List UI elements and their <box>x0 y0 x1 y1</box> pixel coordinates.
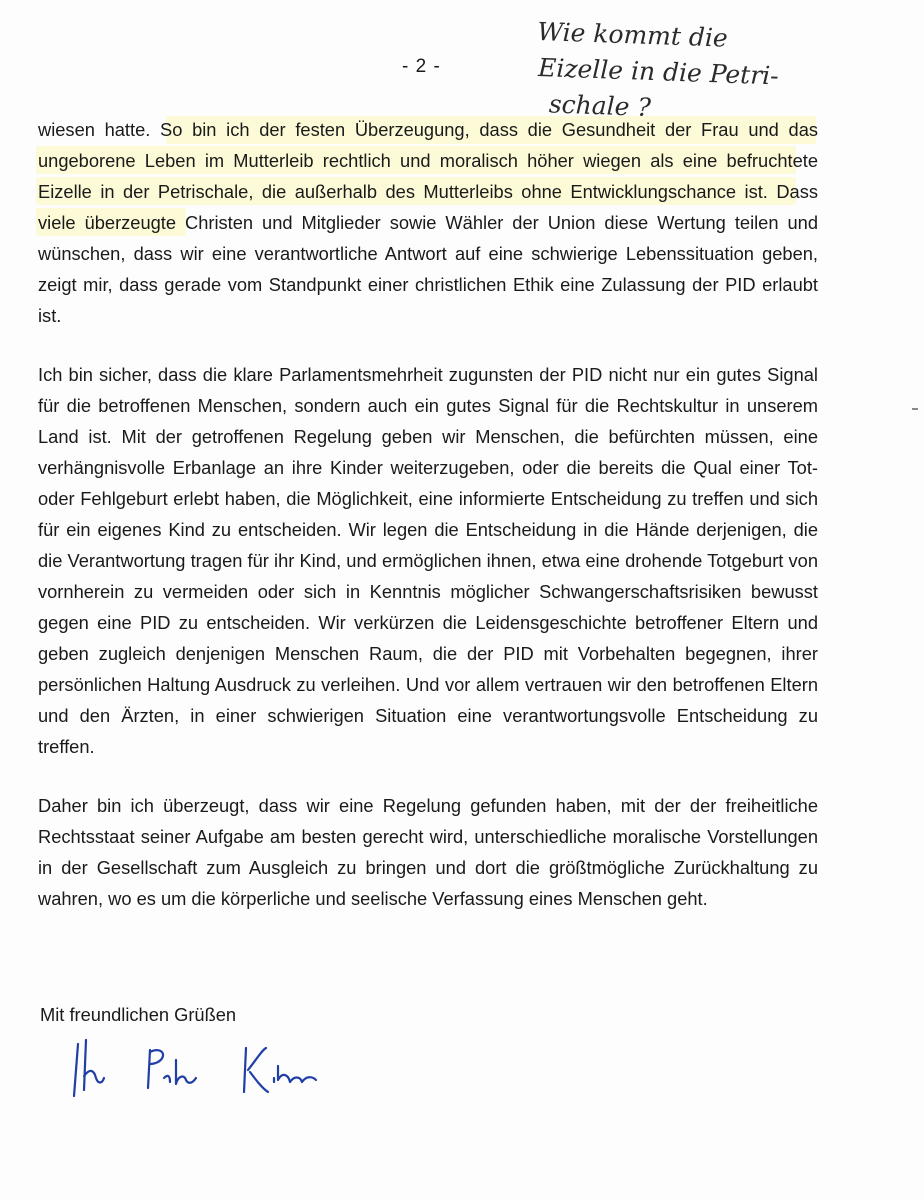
paragraph: wiesen hatte. So bin ich der festen Überzeugung, dass die Gesundheit der Frau und das ungeborene Leben im Mutterleib rechtlich und moralisch höher wiegen als eine befruchtete Eizelle in der Petrischale, die außerhalb des Mutterleibs ohne Entwicklungschance ist. Dass viele überzeugte Christen und Mitglieder sowie Wähler der Union diese Wertung teilen und wünschen, dass wir eine verantwortliche Antwort auf eine schwierige Lebenssituation geben, zeigt mir, dass gerade vom Standpunkt einer christlichen Ethik eine Zulassung der PID erlaubt ist. <box>38 119 818 326</box>
page-number: - 2 - <box>402 56 441 77</box>
annotation-line: Eizelle in die Petri- <box>537 53 780 91</box>
handwritten-signature <box>64 1030 364 1102</box>
letter-body <box>38 114 818 942</box>
annotation-line: schale ? <box>548 89 652 122</box>
closing-salutation: Mit freundlichen Grüßen <box>40 1004 237 1025</box>
paragraph: Ich bin sicher, dass die klare Parlamentsmehrheit zugunsten der PID nicht nur ein gutes Signal für die betroffenen Menschen, sondern auch ein gutes Signal für die Rechtskultur in unserem Land ist. Mit der getroffenen Regelung geben wir Menschen, die befürchten müssen, eine verhängnisvolle Erbanlage an ihre Kinder weiterzugeben, oder die bereits die Qual einer Tot- oder Fehlgeburt erlebt haben, die Möglichkeit, eine informierte Entscheidung zu treffen und sich für ein eigenes Kind zu entscheiden. Wir legen die Entscheidung in die Hände derjenigen, die die Verantwortung tragen für ihr Kind, und ermöglichen ihnen, etwa eine drohende Totgeburt von vornherein zu vermeiden oder sich in Kenntnis möglicher Schwangerschaftsrisiken bewusst gegen eine PID zu entscheiden. Wir verkürzen die Leidensgeschichte betroffener Eltern und geben zugleich denjenigen Menschen Raum, die der PID mit Vorbehalten begegnen, ihrer persönlichen Haltung Ausdruck zu verleihen. Und vor allem vertrauen wir den betroffenen Eltern und den Ärzten, in einer schwierigen Situation eine verantwortungsvolle Entscheidung zu treffen. <box>38 364 818 757</box>
scan-mark <box>912 408 918 410</box>
paragraph: Daher bin ich überzeugt, dass wir eine Regelung gefunden haben, mit der der freiheitliche Rechtsstaat seiner Aufgabe am besten gerecht wird, unterschiedliche moralische Vorstellungen in der Gesellschaft zum Ausgleich zu bringen und dort die größtmögliche Zurückhaltung zu wahren, wo es um die körperliche und seelische Verfassung eines Menschen geht. <box>38 795 818 909</box>
annotation-line: Wie kommt die <box>536 16 729 53</box>
